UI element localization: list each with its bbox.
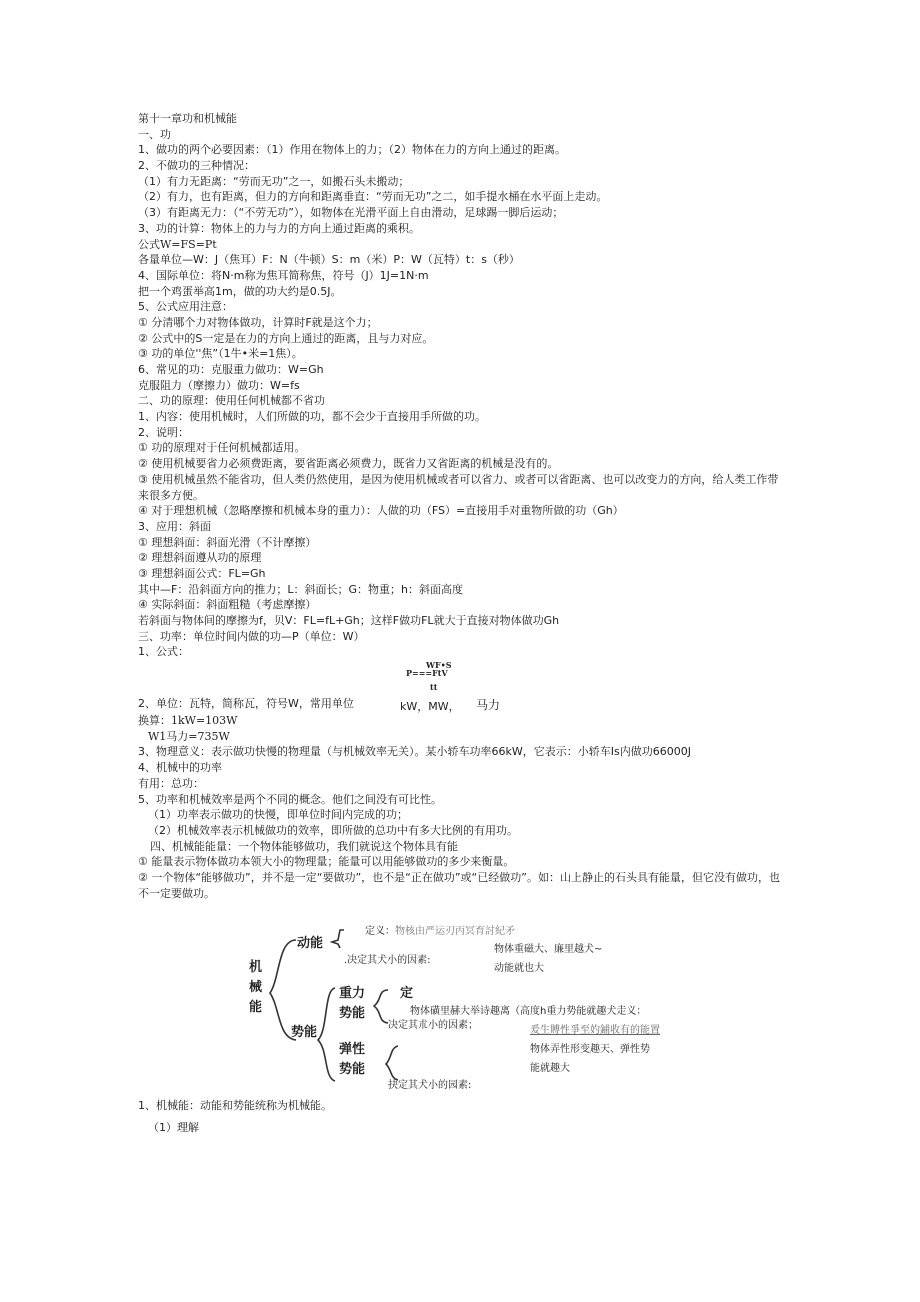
text-line: ② 理想斜面遵从功的原理	[138, 551, 262, 565]
text-line: 5、功率和机械效率是两个不同的概念。他们之间没有可比性。	[138, 792, 442, 806]
gravity-definition-mark: 定	[400, 986, 414, 1001]
text-line: ② 使用机械要省力必须费距离，要省距离必须费力，既省力又省距离的机械是没有的。	[138, 457, 559, 471]
text-line: （1）功率表示做功的快慢，即单位时间内完成的功；	[148, 808, 408, 822]
formula-numerator: WF•S	[426, 660, 452, 671]
formula-main: P===FtV	[406, 668, 448, 679]
elastic-bracket	[386, 1046, 398, 1080]
text-line: 4、国际单位：将N·m称为焦耳简称焦，符号（J）1J=1N·m	[138, 268, 429, 282]
gravity-bracket	[374, 990, 388, 1023]
text-line: 1、机械能：动能和势能统称为机械能。	[138, 1099, 332, 1112]
unit-text: 2、单位：瓦特，简称瓦，符号W，常用单位	[138, 697, 354, 711]
elastic-result-1: 物体弄性形变趣天、弹性势	[530, 1044, 650, 1055]
text-line: ④ 对于理想机械（忽略摩擦和机械本身的重力）：人做的功（FS）=直接用手对重物所做的功（Gh）	[138, 504, 624, 518]
kinetic-definition-text: 物核由严运刃丙冥育討紀矛	[395, 926, 515, 937]
elastic-factor: 抉定其犬小的园素:	[388, 1080, 472, 1091]
text-line: （2）机械效率表示机械做功的效率，即所做的总功中有多大比例的有用功。	[148, 823, 518, 837]
text-line: 各量单位—W：J（焦耳）F：N（牛顿）S：m（米）P：W（瓦特）t：s（秒）	[138, 253, 520, 267]
text-line: 6、常见的功：克服重力做功：W=Gh	[138, 363, 324, 376]
elastic-result-2: 能就趣大	[530, 1063, 570, 1074]
text-line: ③ 使用机械虽然不能省功，但人类仍然使用，是因为使用机械或者可以省力、或者可以省距离、也可以改变力的方向，给人类工作带来很多方便。	[138, 472, 779, 502]
text-line: ② 一个物体“能够做功”，并不是一定“要做功”，也不是“正在做功”或“已经做功”。如：山上静止的石头具有能量，但它没有做功，也不一定要做功。	[138, 870, 780, 900]
text-line: （1）有力无距离：“劳而无功”之一，如搬石头未搬动；	[138, 174, 410, 188]
text-line: （1）理解	[148, 1120, 199, 1134]
text-line: 其中—F：沿斜面方向的推力；L：斜面长；G：物重；h：斜面高度	[138, 582, 463, 596]
mechanical-energy-diagram	[240, 918, 720, 1094]
potential-label: 势能	[291, 1025, 318, 1040]
gravity-factor: 决定其朮小的因素；	[388, 1020, 478, 1031]
text-line: 3、应用：斜面	[138, 519, 211, 533]
gravity-result: 物体磺里赫大举诗趣离（高度h重力势能就趣犬走义：	[410, 1006, 647, 1017]
text-line: ③ 功的单位''焦”（1牛•米=1焦）。	[138, 347, 303, 361]
gravity-pe-label: 重力势能	[339, 986, 366, 1021]
kinetic-result-1: 物体重磁大、廉里越犬~	[494, 944, 603, 955]
kinetic-definition	[365, 922, 515, 937]
section-heading: 四、机械能能量：一个物体能够做功，我们就说这个物体具有能	[150, 839, 458, 853]
elastic-pe-label: 弹性势能	[339, 1042, 366, 1077]
kinetic-label: 动能	[297, 936, 324, 951]
kinetic-result-2: 动能就也大	[494, 963, 544, 974]
text-line: 换算：1kW=103W	[138, 714, 238, 728]
text-line: W1马力=735W	[148, 729, 230, 743]
unit-symbols: kW，MW，	[400, 700, 460, 714]
kinetic-definition-prefix: 定义：	[365, 926, 395, 937]
text-line: 1、内容：使用机械时，人们所做的功，都不会少于直接用手所做的功。	[138, 410, 486, 424]
text-line: ① 理想斜面：斜面光滑（不计摩擦）	[138, 535, 317, 549]
chapter-title: 第十一章功和机械能	[138, 112, 237, 125]
unit-horsepower: 马力	[476, 698, 501, 713]
root-label: 机械能	[249, 960, 263, 1015]
text-line: 4、机械中的功率	[138, 761, 222, 775]
kinetic-factor: .决定其犬小的因素:	[344, 955, 431, 966]
potential-bracket	[318, 988, 335, 1081]
text-line: 1、公式：	[138, 645, 189, 659]
formula-line: 公式W=FS=Pt	[138, 237, 217, 251]
text-line: （2）有力，也有距离，但力的方向和距离垂直：“劳而无功”之二，如手提水桶在水平面上走动。	[138, 190, 608, 204]
text-line: ① 能量表示物体做功本领大小的物理量；能量可以用能够做功的多少来衡量。	[138, 855, 515, 869]
text-line: 把一个鸡蛋举高1m，做的功大约是0.5J。	[138, 284, 342, 298]
section-heading: 二、功的原理：使用任何机械都不省功	[138, 394, 325, 408]
text-line: ① 分清哪个力对物体做功，计算时F就是这个力；	[138, 315, 378, 329]
text-line: 2、不做功的三种情况：	[138, 159, 255, 173]
unit-line	[138, 696, 788, 713]
text-line: 2、说明：	[138, 425, 189, 439]
power-formula	[138, 660, 788, 696]
text-line: 1、做功的两个必要因素：（1）作用在物体上的力；（2）物体在力的方向上通过的距离。	[138, 143, 566, 157]
text-line: ② 公式中的S一定是在力的方向上通过的距离，且与力对应。	[138, 331, 434, 345]
text-line: ③ 理想斜面公式：FL=Gh	[138, 566, 266, 580]
section-heading: 一、功	[138, 127, 171, 141]
formula-denominator: tt	[430, 682, 438, 693]
text-line: 若斜面与物体间的摩擦为f，贝V：FL=fL+Gh；这样F做功FL就大于直接对物体做功Gh	[138, 614, 560, 628]
kinetic-bracket	[332, 930, 344, 948]
text-line: 3、功的计算：物体上的力与力的方向上通过距离的乘积。	[138, 221, 420, 235]
text-line: ① 功的原理对于任何机械都适用。	[138, 441, 306, 455]
document-body	[138, 111, 788, 901]
text-line: 3、物理意义：表示做功快慢的物理量（与机械效率无关）。某小轿车功率66kW，它表示：小轿车Is内做功66000J	[138, 745, 691, 759]
document-continuation	[138, 1098, 788, 1135]
text-line: 5、公式应用注意：	[138, 300, 233, 314]
section-heading: 三、功率：单位时间内做的功—P（单位：W）	[138, 629, 365, 643]
text-line: （3）有距离无力：（“不劳无功”），如物体在光滑平面上自由滑动，足球踢一脚后运动；	[138, 206, 564, 220]
text-line: 克服阻力（摩擦力）做功：W=fs	[138, 378, 300, 392]
text-line: 有用：总功：	[138, 776, 204, 790]
text-line: ④ 实际斜面：斜面粗糙（考虑摩擦）	[138, 598, 317, 612]
elastic-definition: 爰生賻性爭至妁鋪收有的能置	[530, 1025, 660, 1036]
